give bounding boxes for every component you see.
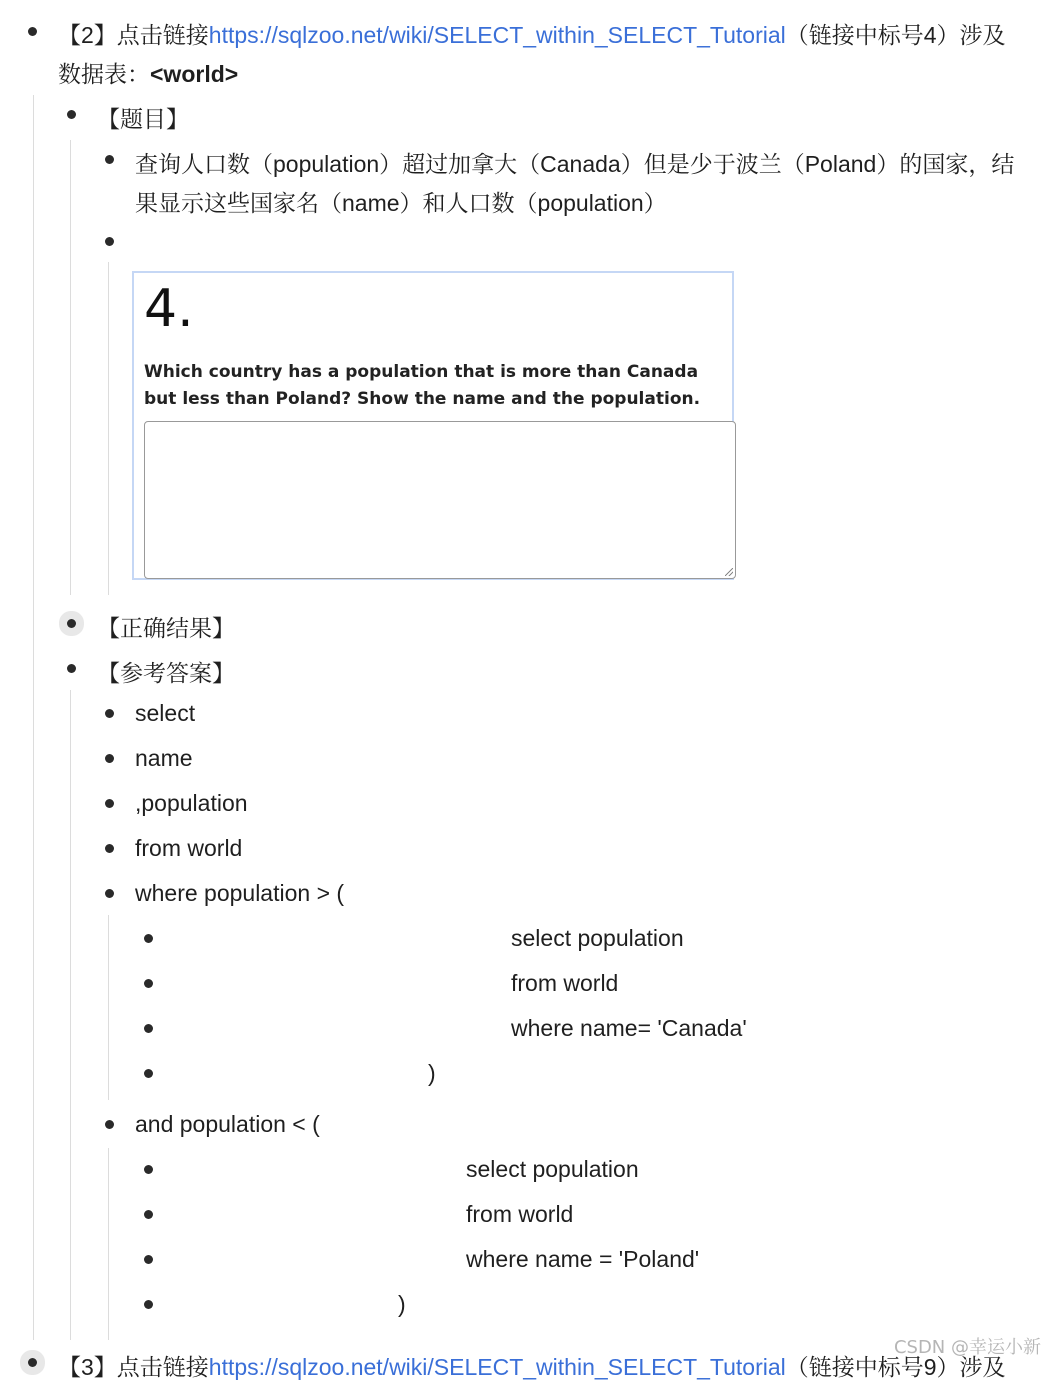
- list-bullet: [105, 709, 114, 718]
- subquery-line: from world: [511, 970, 619, 996]
- question-description: Which country has a population that is more than Canada but less than Poland? Show the name and the population.: [144, 362, 701, 409]
- subquery-line: where name= 'Canada': [511, 1015, 747, 1041]
- indent-guide-sub1: [108, 915, 109, 1100]
- list-bullet-highlighted[interactable]: [28, 1358, 37, 1367]
- table-name: <world>: [150, 61, 239, 87]
- list-bullet: [144, 1165, 153, 1174]
- list-bullet: [105, 754, 114, 763]
- list-bullet: [67, 110, 76, 119]
- list-bullet: [144, 1024, 153, 1033]
- list-bullet: [144, 1300, 153, 1309]
- subquery-line: ): [398, 1291, 406, 1317]
- csdn-watermark: CSDN @幸运小新: [893, 1337, 1041, 1358]
- answer-line: select: [135, 700, 196, 726]
- resize-handle-icon[interactable]: [725, 568, 733, 576]
- list-bullet: [105, 1120, 114, 1129]
- item2-line2: [58, 56, 238, 89]
- sqlzoo-link[interactable]: https://sqlzoo.net/wiki/SELECT_within_SELECT_Tutorial: [208, 1354, 786, 1380]
- item3-suffix: （链接中标号9）涉及: [785, 1354, 1006, 1380]
- item2-prefix: 【2】点击链接: [58, 22, 209, 48]
- indent-guide-sub2: [108, 1148, 109, 1340]
- question-heading: 【题目】: [97, 106, 189, 132]
- list-bullet: [144, 934, 153, 943]
- sqlzoo-link[interactable]: https://sqlzoo.net/wiki/SELECT_within_SELECT_Tutorial: [208, 22, 786, 48]
- item2-suffix: （链接中标号4）涉及: [785, 22, 1006, 48]
- question-text-line2: 果显示这些国家名（name）和人口数（population）: [135, 190, 667, 216]
- list-bullet: [67, 664, 76, 673]
- answer-line: name: [135, 745, 193, 771]
- item3-line1: [58, 1349, 1006, 1382]
- subquery-line: where name = 'Poland': [466, 1246, 700, 1272]
- list-bullet: [28, 27, 37, 36]
- answer-line: and population < (: [135, 1111, 320, 1137]
- answer-line: where population > (: [135, 880, 345, 906]
- subquery-line: select population: [466, 1156, 639, 1182]
- list-bullet: [105, 155, 114, 164]
- indent-guide-question: [70, 140, 71, 595]
- subquery-line: from world: [466, 1201, 574, 1227]
- subquery-line: select population: [511, 925, 684, 951]
- list-bullet: [144, 1210, 153, 1219]
- list-bullet: [105, 844, 114, 853]
- list-bullet: [105, 889, 114, 898]
- table-label: 数据表：: [58, 61, 150, 87]
- indent-guide-answer: [70, 690, 71, 1340]
- list-bullet: [105, 799, 114, 808]
- list-bullet-highlighted[interactable]: [67, 619, 76, 628]
- indent-guide-level1: [33, 95, 34, 1340]
- list-bullet: [144, 979, 153, 988]
- answer-heading: 【参考答案】: [97, 660, 235, 686]
- item3-prefix: 【3】点击链接: [58, 1354, 209, 1380]
- question-text-line1: 查询人口数（population）超过加拿大（Canada）但是少于波兰（Poland）的国家，结: [135, 151, 1015, 177]
- result-heading: 【正确结果】: [97, 615, 235, 641]
- list-bullet: [144, 1255, 153, 1264]
- item2-line1: [58, 17, 1006, 50]
- answer-line: from world: [135, 835, 243, 861]
- question-number: 4.: [144, 279, 194, 339]
- embedded-question-image: [132, 271, 734, 580]
- subquery-line: ): [428, 1060, 436, 1086]
- answer-textarea[interactable]: [144, 421, 736, 579]
- indent-guide-card: [108, 262, 109, 595]
- list-bullet: [105, 237, 114, 246]
- answer-line: ,population: [135, 790, 248, 816]
- list-bullet: [144, 1069, 153, 1078]
